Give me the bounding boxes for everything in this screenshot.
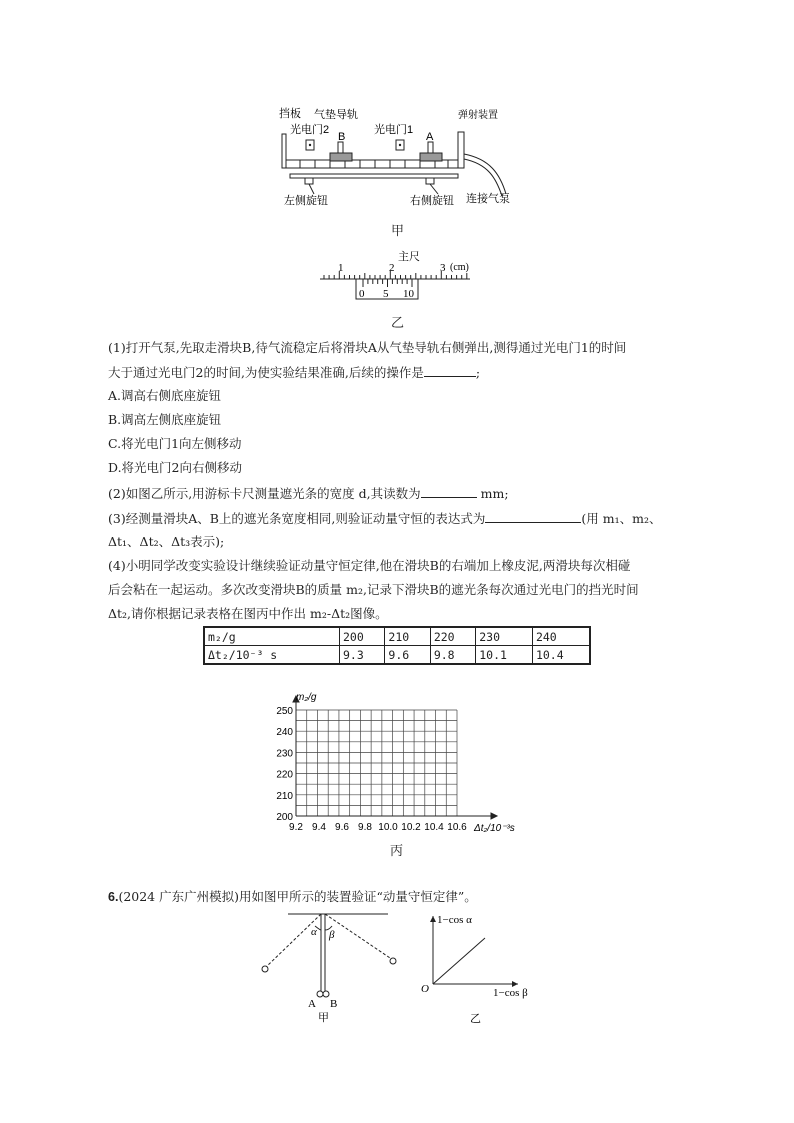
table-cell: 200 (340, 627, 385, 646)
table-cell: 10.4 (532, 646, 590, 665)
pump-label: 连接气泵 (466, 193, 510, 205)
option-d: D.将光电门2向右侧移动 (108, 460, 243, 475)
table-cell: 220 (430, 627, 475, 646)
x-tick-label: 9.8 (358, 822, 372, 833)
table-cell: 9.3 (340, 646, 385, 665)
main-scale-label: 主尺 (398, 251, 420, 263)
slider-b (330, 153, 352, 161)
option-c: C.将光电门1向左侧移动 (108, 436, 242, 451)
figure-jia-caption: 甲 (391, 224, 405, 239)
table-row (204, 627, 590, 646)
baffle (282, 134, 286, 168)
y-tick-label: 230 (276, 748, 293, 760)
cos-graph-figure (413, 910, 543, 1025)
y-tick-label: 250 (276, 706, 293, 717)
record-table (203, 626, 591, 665)
main-tick-2: 2 (389, 262, 395, 274)
slider-b-label: B (338, 131, 346, 143)
table-cell: 9.8 (430, 646, 475, 665)
q4-line2: 后会粘在一起运动。多次改变滑块B的质量 m₂,记录下滑块B的遮光条每次通过光电门的挡光时间 (108, 582, 639, 597)
table-header: Δt₂/10⁻³ s (204, 646, 340, 665)
graph-y-label: 1−cos α (437, 914, 472, 926)
q4-line1: (4)小明同学改变实验设计继续验证动量守恒定律,他在滑块B的右端加上橡皮泥,两滑块每次相碰 (108, 558, 631, 573)
main-tick-1: 1 (338, 262, 344, 274)
x-axis-arrow (491, 813, 497, 819)
graph-x-label: 1−cos β (493, 987, 528, 999)
figure-yi-caption: 乙 (391, 316, 405, 331)
table-row (204, 646, 590, 665)
x-tick-label: 10.4 (424, 822, 444, 833)
table-cell: 9.6 (385, 646, 430, 665)
baffle-label: 挡板 (279, 108, 301, 120)
x-tick-label: 9.4 (312, 822, 326, 833)
table-cell: 210 (385, 627, 430, 646)
base-board (290, 174, 458, 178)
right-knob-label: 右侧旋钮 (410, 195, 454, 207)
q1-answer-blank[interactable] (424, 364, 476, 377)
q3-line2: Δt₁、Δt₂、Δt₃表示); (108, 534, 225, 549)
x-tick-label: 10.0 (378, 822, 398, 833)
proportional-line (433, 938, 485, 984)
vernier-caliper-figure (310, 248, 490, 304)
q2-line: (2)如图乙所示,用游标卡尺测量遮光条的宽度 d,其读数为 mm; (108, 486, 509, 501)
q2-answer-blank[interactable] (421, 485, 477, 498)
table-cell: 240 (532, 627, 590, 646)
launcher (458, 132, 464, 168)
left-knob-label: 左侧旋钮 (284, 195, 328, 207)
q4-line3: Δt₂,请你根据记录表格在图丙中作出 m₂-Δt₂图像。 (108, 606, 388, 621)
table-cell: 10.1 (476, 646, 533, 665)
x-tick-label: 10.2 (401, 822, 421, 833)
x-tick-label: 9.2 (289, 822, 303, 833)
y-axis-label: m₂/g (296, 692, 317, 703)
alpha-label: α (311, 926, 317, 938)
slider-a-label: A (426, 131, 434, 143)
option-a: A.调高右侧底座旋钮 (108, 388, 222, 403)
option-b: B.调高左侧底座旋钮 (108, 412, 222, 427)
m2-dt2-chart[interactable] (262, 688, 532, 838)
y-tick-label: 220 (276, 769, 293, 781)
table-cell: 230 (476, 627, 533, 646)
x-tick-label: 10.6 (447, 822, 467, 833)
y-tick-label: 240 (276, 727, 293, 739)
air-track-label: 气垫导轨 (314, 109, 358, 121)
table-header: m₂/g (204, 627, 340, 646)
vernier-tick-0: 0 (359, 288, 365, 300)
main-tick-3: 3 (440, 262, 446, 274)
slider-a (420, 153, 442, 161)
ball-a-label: A (308, 998, 316, 1010)
q3-line1: (3)经测量滑块A、B上的遮光条宽度相同,则验证动量守恒的表达式为 (用 m₁、m₂、 (108, 511, 662, 526)
pendulum-figure (255, 908, 405, 1023)
q1-line2: 大于通过光电门2的时间,为使实验结果准确,后续的操作是 ; (108, 365, 481, 380)
origin-label: O (421, 983, 429, 995)
right-knob (426, 178, 434, 184)
y-tick-label: 210 (276, 790, 293, 802)
air-track-figure (270, 104, 530, 222)
q6-line: 6.(2024 广东广州模拟)用如图甲所示的装置验证“动量守恒定律”。 (108, 889, 477, 904)
launcher-label: 弹射装置 (458, 110, 498, 121)
x-axis-label: Δt₂/10⁻³s (474, 823, 515, 834)
vernier-tick-10: 10 (403, 288, 414, 300)
left-knob (305, 178, 313, 184)
y-tick-label: 200 (276, 812, 293, 823)
vernier-tick-5: 5 (383, 288, 389, 300)
q6-number: 6. (108, 890, 119, 904)
graph-caption: 乙 (470, 1013, 481, 1025)
beta-label: β (329, 929, 335, 941)
pendulum-caption: 甲 (318, 1012, 329, 1023)
ball-b-label: B (330, 998, 338, 1010)
q3-answer-blank[interactable] (485, 510, 581, 523)
gate1-label: 光电门1 (374, 124, 414, 136)
figure-bing-caption: 丙 (390, 844, 404, 859)
gate2-label: 光电门2 (290, 124, 330, 136)
q1-line1: (1)打开气泵,先取走滑块B,待气流稳定后将滑块A从气垫导轨右侧弹出,测得通过光电门1的时间 (108, 340, 627, 355)
x-tick-label: 9.6 (335, 822, 349, 833)
unit-label: (cm) (450, 262, 469, 273)
